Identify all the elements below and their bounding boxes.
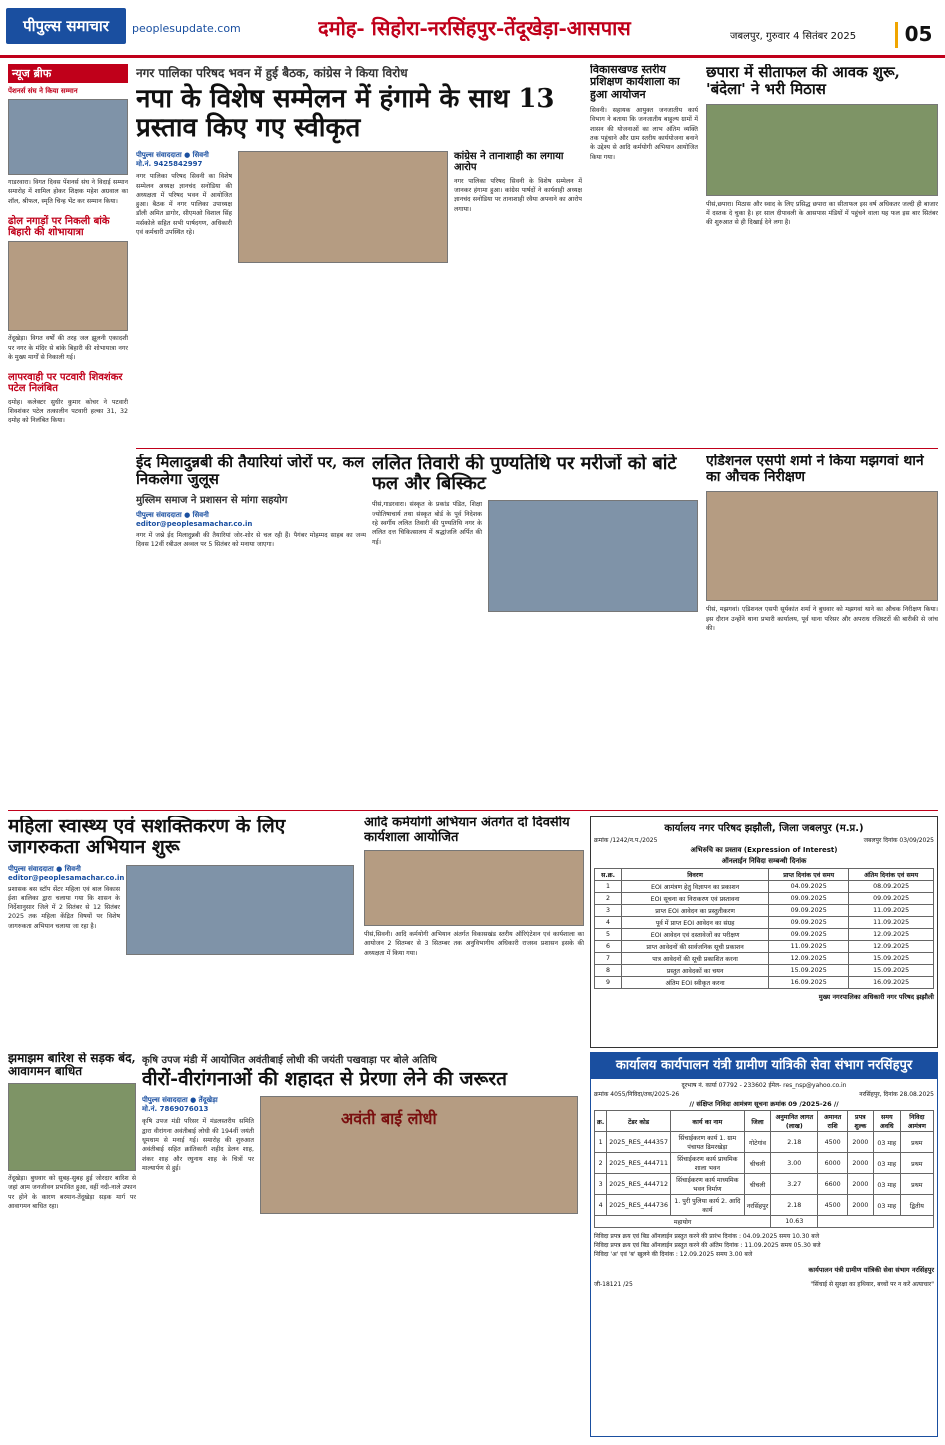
cell: 09.09.2025	[769, 893, 849, 905]
cell: 6000	[818, 1153, 847, 1174]
story-9-headline: झमाझम बारिश से सड़क बंद, आवागमन बाधित	[8, 1052, 136, 1079]
cell: प्रस्तुत आवेदकों का चयन	[622, 965, 769, 977]
cell: पात्र आवेदनों की सूची प्रकाशित करना	[622, 953, 769, 965]
cell: नरसिंहपुर	[744, 1195, 770, 1216]
tender-2-date-line: निविदा प्रपत्र क्रय एवं बिड ऑनलाईन प्रस्तुत करने की प्रारंभ दिनांक : 04.09.2025 समय 10.30 बजे	[594, 1233, 820, 1240]
table-row	[595, 893, 934, 905]
cell: 2025_RES_444712	[607, 1174, 671, 1195]
table-header: टेंडर कोड	[607, 1111, 671, 1132]
cell: 2025_RES_444711	[607, 1153, 671, 1174]
brief-2-title: ढोल नगाड़ों पर निकली बांके बिहारी की शोभायात्रा	[8, 215, 110, 239]
news-brief-header: न्यूज ब्रीफ	[8, 64, 128, 83]
cell: 2	[595, 893, 622, 905]
story-7-photo	[126, 865, 354, 955]
story-7-byline: पीपुल्स संवाददाता ● सिवनी	[8, 864, 81, 873]
table-row	[595, 977, 934, 989]
table-row	[595, 941, 934, 953]
story-1-byline: पीपुल्स संवाददाता ● सिवनी	[136, 151, 209, 160]
cell: गोटेगांव	[744, 1132, 770, 1153]
story-2-body: सिवनी। सहायक आयुक्त जनजातीय कार्य विभाग ने बताया कि जनजातीय बाहुल्य ग्रामों में शासन की योजनाओं का लाभ अंतिम व्यक्ति तक पहुंचाने और ग्राम स्तरीय कार्ययोजना बनाने के उद्देश्य से आदि कर्मयोगी अभियान आयोजित किया गया।	[590, 106, 698, 161]
brief-3-body: दमोह। कलेक्टर सुधीर कुमार कोचर ने पटवारी शिवशंकर पटेल तत्कालीन पटवारी हल्का 31, 32 दमोह को निलंबित किया।	[8, 398, 128, 425]
cell: EOI आवेदन एवं दस्तावेजों का परीक्षण	[622, 929, 769, 941]
divider	[8, 810, 938, 811]
brief-3-title: लापरवाही पर पटवारी शिवशंकर पटेल निलंबित	[8, 372, 123, 395]
section-title: दमोह- सिहोरा-नरसिंहपुर-तेंदूखेड़ा-आसपास	[318, 16, 631, 40]
page-number: 05	[895, 22, 939, 48]
table-row	[595, 881, 934, 893]
tender-2-phone: दूरभाष नं. कार्या 07792 - 233602 ईमेल- res_nsp@yahoo.co.in	[681, 1082, 847, 1089]
story-rain	[8, 1052, 136, 1437]
cell: 3	[595, 1174, 607, 1195]
cell: प्राप्त आवेदनों की सार्वजनिक सूची प्रकाशन	[622, 941, 769, 953]
cell: प्राप्त EOI आवेदन का प्रस्तुतीकरण	[622, 905, 769, 917]
cell: 16.09.2025	[769, 977, 849, 989]
cell: 10.63	[771, 1216, 818, 1228]
site-url[interactable]: peoplesupdate.com	[132, 22, 241, 35]
story-4-sub: मुस्लिम समाज ने प्रशासन से मांगा सहयोग	[136, 494, 288, 506]
tender-2-footer-note: "सिंचाई से सुरक्षा का हथियार, बच्चों पर न करें अत्याचार"	[810, 1281, 934, 1288]
story-9-body: तेंदूखेड़ा। बुधवार को सुबह-सुबह हुई जोरदार बारिश से जहां आम जनजीवन प्रभावित हुआ, वहीं नदी-नाले उफान पर होने के कारण बरमान-तेंदूखेड़ा सड़क मार्ग पर आवागमन बाधित रहा।	[8, 1174, 136, 1210]
cell: EOI सूचना का निराकरण एवं प्रस्तावना	[622, 893, 769, 905]
table-header: स.क्र.	[595, 869, 622, 881]
tender-2-date-line: निविदा 'अ' एवं 'ब' खुलने की दिनांक : 12.09.2025 समय 3.00 बजे	[594, 1251, 753, 1258]
cell: 12.09.2025	[849, 929, 934, 941]
cell: पूर्व में प्राप्त EOI आवेदन का संग्रह	[622, 917, 769, 929]
tender-2-date: नरसिंहपुर, दिनांक 28.08.2025	[859, 1091, 934, 1098]
story-9-photo	[8, 1083, 136, 1171]
story-1-subhead: कांग्रेस ने तानाशाही का लगाया आरोप	[454, 151, 564, 174]
table-header: अनुमानित लागत (लाख)	[771, 1111, 818, 1132]
cell: 1	[595, 1132, 607, 1153]
tender-2-header: कार्यालय कार्यपालन यंत्री ग्रामीण यांत्रिकी सेवा संभाग नरसिंहपुर	[591, 1053, 937, 1079]
table-row	[595, 1153, 934, 1174]
cell: 12.09.2025	[769, 953, 849, 965]
story-1-headline: नपा के विशेष सम्मेलन में हंगामे के साथ 13 प्रस्ताव किए गए स्वीकृत	[136, 84, 555, 144]
cell: 9	[595, 977, 622, 989]
brief-1-photo	[8, 99, 128, 175]
story-10-headline: वीरों-वीरांगनाओं की शहादत से प्रेरणा लेने की जरूरत	[142, 1068, 507, 1090]
cell: 4	[595, 1195, 607, 1216]
tender-2-table	[594, 1110, 934, 1228]
tender-1-table-title: ऑनलाईन निविदा सम्बन्धी दिनांक	[721, 857, 807, 865]
cell: 11.09.2025	[769, 941, 849, 953]
cell: 2.18	[771, 1132, 818, 1153]
table-header: अमानत राशि	[818, 1111, 847, 1132]
cell: 09.09.2025	[769, 929, 849, 941]
cell: 03 माह	[873, 1195, 900, 1216]
banner-text: अवंती बाई लोधी	[341, 1109, 437, 1129]
divider	[136, 448, 938, 449]
story-workshop	[590, 64, 698, 444]
tender-1-subject: अभिरुचि का प्रस्ताव (Expression of Interest)	[690, 846, 838, 854]
cell: प्रथम	[900, 1153, 933, 1174]
table-row	[595, 917, 934, 929]
table-row	[595, 929, 934, 941]
story-7-body: प्रशासक बस स्टॉप सेंटर महिला एवं बाल विकास ईशा बालिका द्वारा चलाया गया कि शासन के निर्देशानुसार जिले में 2 सितंबर से 12 सितंबर 2025 तक महिला केंद्रित विषयों पर विशेष जागरुकता अभियान चलाया जा रहा है।	[8, 885, 120, 930]
tender-1-ref: क्रमांक /1242/न.प./2025	[594, 837, 658, 844]
cell: 5	[595, 929, 622, 941]
cell: 2025_RES_444357	[607, 1132, 671, 1153]
story-6-body: पीसं, मझगवां। एडिशनल एसपी सूर्यकांत शर्मा ने बुधवार को मझगवां थाने का औचक निरीक्षण किया। इस दौरान उन्होंने थाना प्रभारी कार्यालय, पूर्व थाना परिसर और अपराध रजिस्टरों की बारीकी से जांच की।	[706, 606, 938, 632]
cell: 03 माह	[873, 1174, 900, 1195]
cell: सिंचाईकरण कार्य प्राथमिक शाला भवन	[670, 1153, 744, 1174]
cell: द्वितीय	[900, 1195, 933, 1216]
table-header: प्रपत्र शुल्क	[847, 1111, 873, 1132]
cell: चीचली	[744, 1174, 770, 1195]
story-3-headline: छपारा में सीताफल की आवक शुरू, 'बंदेला' ने भरी मिठास	[706, 64, 900, 98]
story-6-photo	[706, 491, 938, 601]
cell: सिंचाईकरण कार्य 1. ग्राम पंचायत ढिमरखेड़ा	[670, 1132, 744, 1153]
table-row	[595, 905, 934, 917]
tender-1-table	[594, 868, 934, 989]
cell: 11.09.2025	[849, 917, 934, 929]
cell: 4	[595, 917, 622, 929]
tender-jhajhauli	[590, 816, 938, 1048]
tender-res-narsinghpur	[590, 1052, 938, 1437]
story-adi-karmayogi	[364, 816, 584, 1046]
story-avantibai	[142, 1052, 584, 1437]
story-5-body: पीसं,गाडरवारा। संस्कृत के प्रकांड पंडित, शिक्षा ज्योतिषाचार्य तथा संस्कृत बोर्ड के पूर्व निदेशक रहे स्वर्गीय ललित तिवारी की पुण्यतिथि नगर के ललित दत्त चिकित्सालय में श्रद्धांजलि अर्पित की गई।	[372, 501, 482, 546]
story-1-photo	[238, 151, 448, 263]
cell: चीचली	[744, 1153, 770, 1174]
tender-1-header: कार्यालय नगर परिषद झझौली, जिला जबलपुर (म.प्र.)	[594, 820, 934, 834]
story-4-headline: ईद मिलादुन्नबी की तैयारियां जोरों पर, कल निकलेगा जुलूस	[136, 454, 365, 488]
cell: 6600	[818, 1174, 847, 1195]
story-lalit-tiwari	[372, 454, 698, 804]
story-1-kicker: नगर पालिका परिषद भवन में हुई बैठक, कांग्रेस ने किया विरोध	[136, 66, 408, 80]
story-6-headline: एडिशनल एसपी शर्मा ने किया मझगवां थाने का औचक निरीक्षण	[706, 454, 924, 485]
cell: 16.09.2025	[849, 977, 934, 989]
issue-date: जबलपुर, गुरुवार 4 सितंबर 2025	[730, 31, 857, 42]
story-1-subbody: नगर पालिका परिषद सिवनी के विशेष सम्मेलन में जानकर हंगामा हुआ। कांग्रेस पार्षदों ने कार्यवाही अध्यक्ष ज्ञानचंद सनोडिया पर तानाशाही रवैया अपनाने का आरोप लगाया।	[454, 177, 582, 213]
story-8-photo	[364, 850, 584, 926]
cell	[818, 1216, 934, 1228]
cell: 2000	[847, 1195, 873, 1216]
story-10-kicker: कृषि उपज मंडी में आयोजित अवंतीबाई लोधी की जयंती पखवाड़ा पर बोले अतिथि	[142, 1055, 437, 1066]
cell: 1. पुरी पुलिया कार्य 2. आदि कार्य	[670, 1195, 744, 1216]
tender-2-footer-ref: जी-18121 /25	[594, 1281, 633, 1288]
story-2-headline: विकासखण्ड स्तरीय प्रशिक्षण कार्यशाला का हुआ आयोजन	[590, 64, 680, 101]
table-header: समय अवधि	[873, 1111, 900, 1132]
cell: 15.09.2025	[769, 965, 849, 977]
tender-2-subject: // संक्षिप्त निविदा आमंत्रण सूचना क्रमांक 09 /2025-26 //	[689, 1100, 839, 1108]
cell: 15.09.2025	[849, 965, 934, 977]
tender-1-signature: मुख्य नगरपालिका अधिकारी नगर परिषद झझौली	[818, 993, 934, 1001]
cell: महायोग	[595, 1216, 771, 1228]
cell: 1	[595, 881, 622, 893]
tender-1-date: जबलपुर दिनांक 03/09/2025	[863, 837, 934, 844]
brief-2-photo	[8, 241, 128, 331]
cell: 4500	[818, 1195, 847, 1216]
table-header: जिला	[744, 1111, 770, 1132]
table-row	[595, 1195, 934, 1216]
table-header: प्राप्त दिनांक एवं समय	[769, 869, 849, 881]
cell: सिंचाईकरण कार्य माध्यमिक भवन निर्माण	[670, 1174, 744, 1195]
cell: प्रथम	[900, 1174, 933, 1195]
story-3-body: पीसं,छपारा। मिठास और स्वाद के लिए प्रसिद्ध छपारा का सीताफल इस वर्ष अधिकतर जल्दी ही बाजार में दस्तक दे चुका है। हर साल दीपावली के आसपास मंडियों में पहुंचने वाला यह फल इस बार सितंबर की शुरुआत से ही दिखाई देने लगा है।	[706, 200, 938, 227]
cell: 03 माह	[873, 1153, 900, 1174]
story-10-body: कृषि उपज मंडी परिसर में मंडलस्तरीय समिति द्वारा वीरांगना अवंतीबाई लोधी की 194वीं जयंती धूमधाम से मनाई गई। समारोह की शुरुआत अवंतीबाई सहित क्रांतिकारी शहीद डेलन शाह, शंकर शाह और रघुनाथ शाह के चित्रों पर माल्यार्पण से हुई।	[142, 1118, 254, 1172]
story-5-headline: ललित तिवारी की पुण्यतिथि पर मरीजों को बांटे फल और बिस्किट	[372, 454, 677, 495]
story-3-photo	[706, 104, 938, 196]
cell: 12.09.2025	[849, 941, 934, 953]
cell: अंतिम EOI स्वीकृत करना	[622, 977, 769, 989]
cell: 7	[595, 953, 622, 965]
cell: EOI आमंत्रण हेतु विज्ञापन का प्रकाशन	[622, 881, 769, 893]
story-5-photo	[488, 500, 698, 612]
table-row	[595, 1174, 934, 1195]
story-7-headline: महिला स्वास्थ्य एवं सशक्तिकरण के लिए जागरुकता अभियान शुरू	[8, 816, 286, 859]
cell: 3.27	[771, 1174, 818, 1195]
story-mahila-swasthya	[8, 816, 358, 1046]
cell: 2025_RES_444736	[607, 1195, 671, 1216]
cell: 2.18	[771, 1195, 818, 1216]
tender-2-ref: क्रमांक 4055/निविदा/तक/2025-26	[594, 1091, 680, 1098]
table-row	[595, 953, 934, 965]
cell: 8	[595, 965, 622, 977]
tender-2-date-line: निविदा प्रपत्र क्रय एवं बिड ऑनलाईन प्रस्तुत करने की अंतिम दिनांक : 11.09.2025 समय 05.30 बजे	[594, 1242, 821, 1249]
story-1-mobile: मो.नं. 9425842997	[136, 160, 203, 169]
table-header: क्र.	[595, 1111, 607, 1132]
cell: 2	[595, 1153, 607, 1174]
cell: 09.09.2025	[769, 905, 849, 917]
newspaper-logo: पीपुल्स समाचार	[6, 8, 126, 44]
cell: 2000	[847, 1132, 873, 1153]
cell: प्रथम	[900, 1132, 933, 1153]
brief-1-title: पेंशनर्स संघ ने किया सम्मान	[8, 87, 78, 95]
story-10-byline: पीपुल्स संवाददाता ● तेंदूखेड़ा	[142, 1096, 218, 1105]
cell: 2000	[847, 1153, 873, 1174]
table-row	[595, 965, 934, 977]
story-addl-sp	[706, 454, 938, 804]
table-row	[595, 1132, 934, 1153]
table-total-row	[595, 1216, 934, 1228]
cell: 15.09.2025	[849, 953, 934, 965]
table-header: विवरण	[622, 869, 769, 881]
table-header: अंतिम दिनांक एवं समय	[849, 869, 934, 881]
story-sitafal	[706, 64, 938, 444]
story-4-body: नगर में जश्ने ईद मिलादुन्नबी की तैयारियां जोर-शोर से चल रही हैं। पैगंबर मोहम्मद साहब का जन्म दिवस 12वीं रबीउल अव्वल पर 5 सितंबर को मनाया जाएगा।	[136, 531, 366, 548]
cell: 11.09.2025	[849, 905, 934, 917]
brief-2-body: तेंदूखेड़ा। विगत वर्षों की तरह जल झूलनी एकादशी पर नगर के मंदिर से बांके बिहारी की शोभायात्रा नगर के मुख्य मार्गों से निकाली गई।	[8, 335, 128, 361]
cell: 08.09.2025	[849, 881, 934, 893]
story-nagar-palika	[136, 64, 582, 444]
cell: 09.09.2025	[769, 917, 849, 929]
story-1-body: नगर पालिका परिषद सिवनी का विशेष सम्मेलन अध्यक्ष ज्ञानचंद सनोडिया की अध्यक्षता में परिषद भवन में आयोजित हुआ। बैठक में नगर पालिका उपाध्यक्ष डॉली अमित डागोर, सीएमओ विशाल सिंह मर्सकोले सहित सभी पार्षदगण, अधिकारी एवं कर्मचारी उपस्थित रहे।	[136, 173, 232, 237]
table-header: कार्य का नाम	[670, 1111, 744, 1132]
cell: 09.09.2025	[849, 893, 934, 905]
cell: 03 माह	[873, 1132, 900, 1153]
cell: 4500	[818, 1132, 847, 1153]
story-4-email[interactable]: editor@peoplesamachar.co.in	[136, 519, 253, 528]
story-8-body: पीसं,सिवनी। आदि कर्मयोगी अभियान अंतर्गत विकासखंड स्तरीय ऑरिएंटेशन एवं कार्यशाला का आयोजन 2 सितम्बर से 3 सितम्बर तक अनुविभागीय अधिकारी राजस्व प्रशासन इसके की अध्यक्षता में किया गया।	[364, 931, 584, 957]
story-eid	[136, 454, 366, 804]
story-10-photo	[260, 1096, 578, 1214]
story-7-email[interactable]: editor@peoplesamachar.co.in	[8, 873, 125, 882]
story-4-byline: पीपुल्स संवाददाता ● सिवनी	[136, 510, 209, 519]
story-8-headline: आदि कर्मयोगी अभियान अंतर्गत दो दिवसीय कार्यशाला आयोजित	[364, 816, 570, 845]
cell: 6	[595, 941, 622, 953]
cell: 2000	[847, 1174, 873, 1195]
cell: 3	[595, 905, 622, 917]
table-header: निविदा आमंत्रण	[900, 1111, 933, 1132]
brief-1-body: गाडरवारा। विगत दिवस पेंशनर्स संघ ने विदाई सम्मान समारोह में शामिल होकर शिक्षक महेश अग्रवाल का शॉल, श्रीफल, स्मृति चिन्ह भेंट कर सम्मान किया।	[8, 179, 128, 205]
tender-2-signature: कार्यपालन यंत्री ग्रामीण यांत्रिकी सेवा संभाग नरसिंहपुर	[808, 1266, 934, 1274]
cell: 04.09.2025	[769, 881, 849, 893]
cell: 3.00	[771, 1153, 818, 1174]
story-10-mobile: मो.नं. 7869076013	[142, 1105, 209, 1114]
